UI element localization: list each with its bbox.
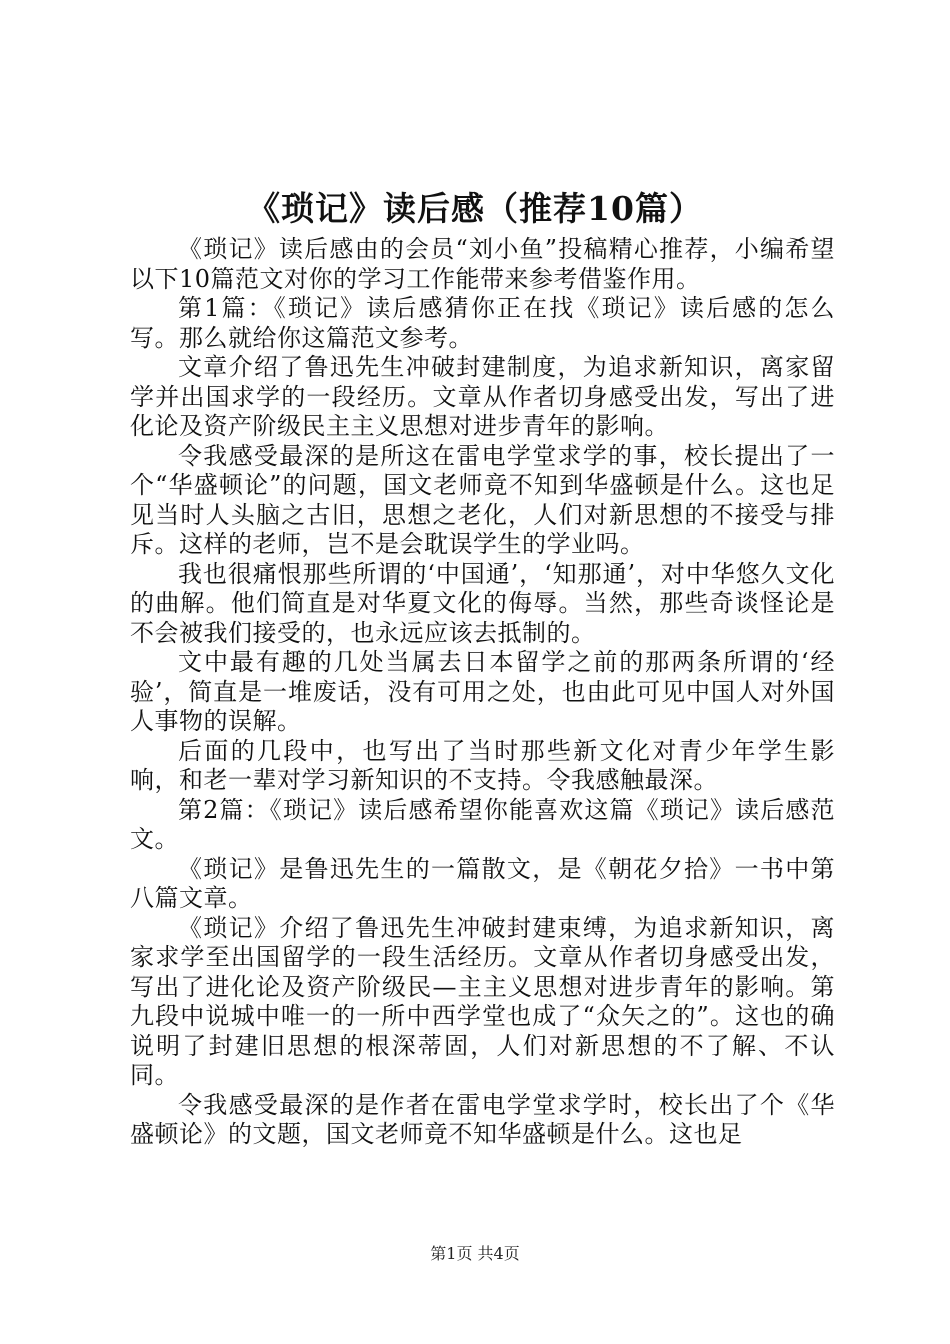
paragraph: 令我感受最深的是所这在雷电学堂求学的事，校长提出了一个“华盛顿论”的问题，国文老师竟不知到华盛顿是什么。这也足见当时人头脑之古旧，思想之老化，人们对新思想的不接受与排斥。这样的老师，岂不是会耽误学生的学业吗。 (130, 441, 835, 558)
paragraph: 《琐记》介绍了鲁迅先生冲破封建束缚，为追求新知识，离家求学至出国留学的一段生活经历。文章从作者切身感受出发，写出了进化论及资产阶级民—主主义思想对进步青年的影响。第九段中说城中唯一的一所中西学堂也成了“众矢之的”。这也的确说明了封建旧思想的根深蒂固，人们对新思想的不了解、不认同。 (130, 913, 835, 1089)
paragraph: 《琐记》是鲁迅先生的一篇散文，是《朝花夕拾》一书中第八篇文章。 (130, 854, 835, 912)
document-body (130, 235, 835, 1150)
paragraph: 文中最有趣的几处当属去日本留学之前的那两条所谓的‘经验’，简直是一堆废话，没有可用之处，也由此可见中国人对外国人事物的误解。 (130, 648, 835, 735)
paragraph: 第2篇：《琐记》读后感希望你能喜欢这篇《琐记》读后感范文。 (130, 795, 835, 853)
document-title: 《琐记》读后感（推荐10篇） (247, 189, 703, 228)
page-number-footer: 第1页 共4页 (430, 1244, 520, 1263)
paragraph: 令我感受最深的是作者在雷电学堂求学时，校长出了个《华盛顿论》的文题，国文老师竟不知华盛顿是什么。这也足 (130, 1090, 835, 1148)
paragraph: 文章介绍了鲁迅先生冲破封建制度，为追求新知识，离家留学并出国求学的一段经历。文章从作者切身感受出发，写出了进化论及资产阶级民主主义思想对进步青年的影响。 (130, 353, 835, 440)
paragraph: 我也很痛恨那些所谓的‘中国通’，‘知那通’，对中华悠久文化的曲解。他们简直是对华夏文化的侮辱。当然，那些奇谈怪论是不会被我们接受的，也永远应该去抵制的。 (130, 559, 835, 647)
paragraph: 后面的几段中，也写出了当时那些新文化对青少年学生影响，和老一辈对学习新知识的不支持。令我感触最深。 (130, 736, 835, 794)
paragraph: 《琐记》读后感由的会员“刘小鱼”投稿精心推荐，小编希望以下10篇范文对你的学习工作能带来参考借鉴作用。 (130, 235, 835, 293)
paragraph: 第1篇：《琐记》读后感猜你正在找《琐记》读后感的怎么写。那么就给你这篇范文参考。 (130, 294, 835, 352)
